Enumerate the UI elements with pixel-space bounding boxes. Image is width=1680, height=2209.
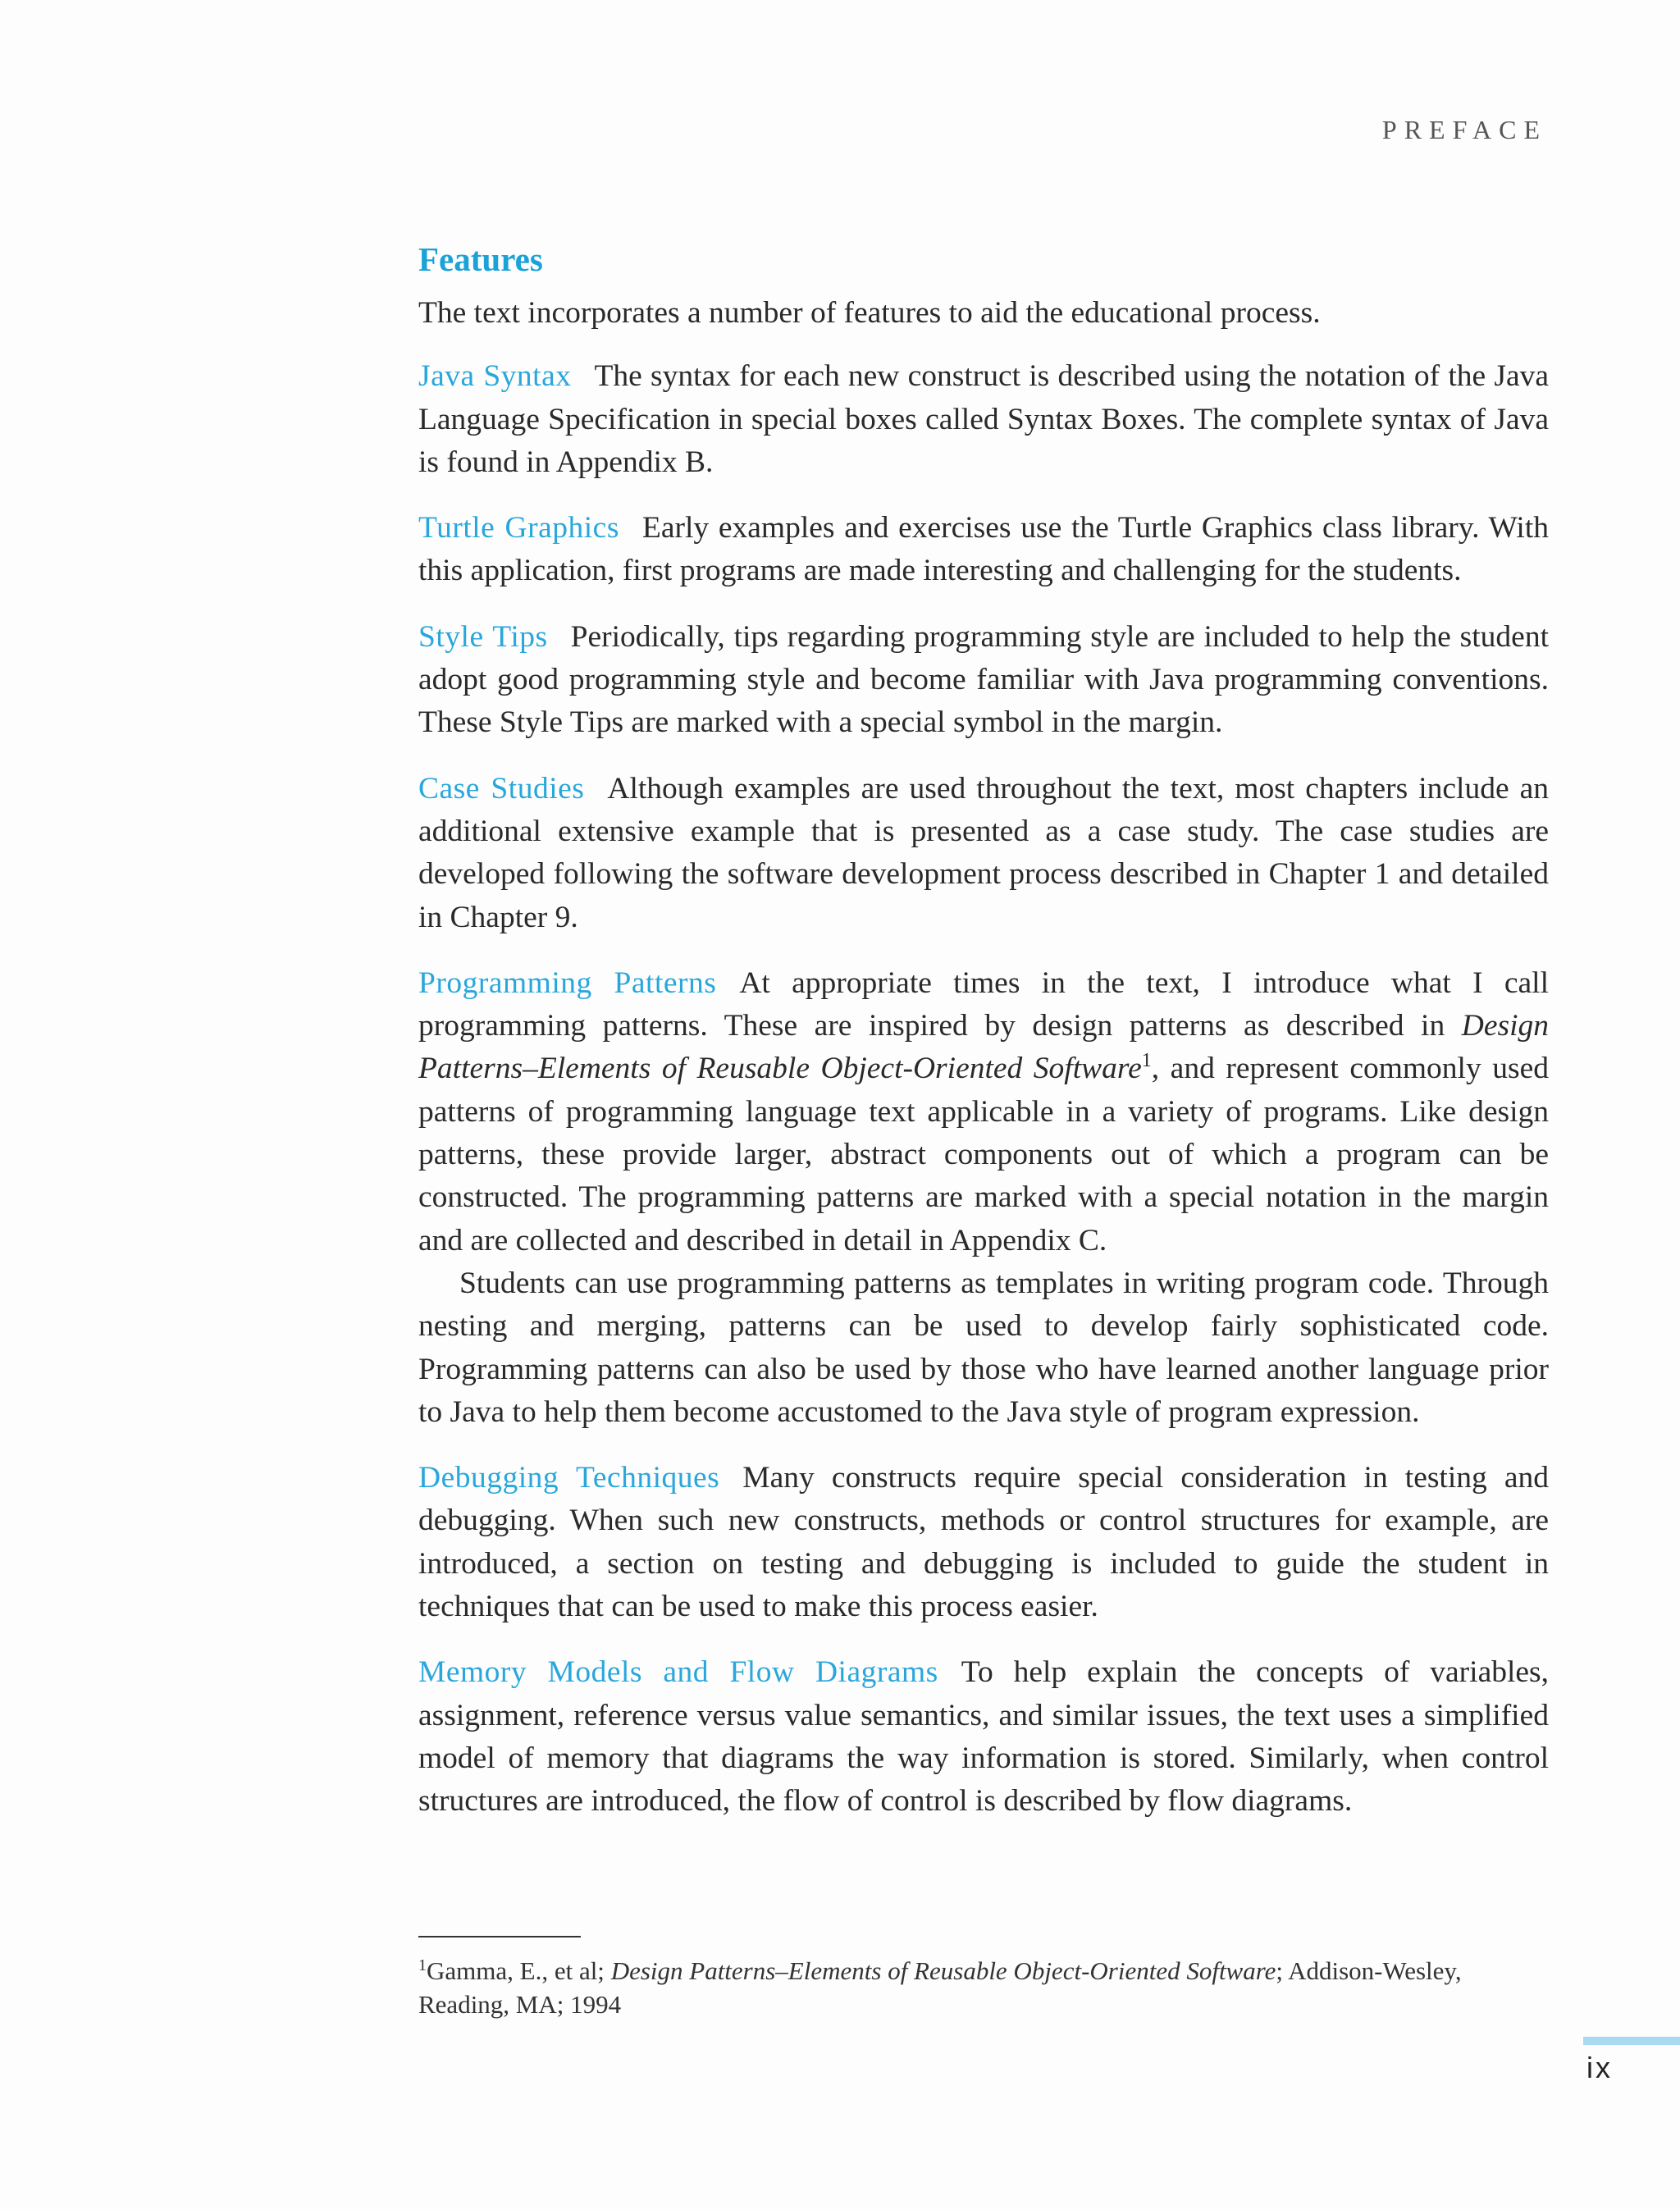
running-head: PREFACE	[1381, 115, 1547, 144]
page-number: ix	[1586, 2051, 1613, 2084]
page-body	[418, 236, 1549, 1846]
footnote	[418, 1954, 1485, 2021]
footnote-authors: Gamma, E., et al;	[427, 1956, 611, 1985]
feature-text: At appropriate times in the text, I introduce what I call programming patterns. These are inspired by design patterns as described in	[418, 965, 1549, 1043]
footnote-ref: 1	[1141, 1050, 1152, 1072]
feature-text: Periodically, tips regarding programming style are included to help the student adopt good programming style and become familiar with Java programming conventions. These Style Tips are marked with a special symbol in the margin.	[418, 619, 1549, 740]
footnote-number: 1	[418, 1956, 427, 1974]
feature-term: Case Studies	[418, 771, 585, 806]
feature-term: Memory Models and Flow Diagrams	[418, 1655, 938, 1690]
feature-text: To help explain the concepts of variables, assignment, reference versus value semantics, and similar issues, the text uses a simplified model of memory that diagrams the way information is stored. Similarly, when control structures are introduced, the flow of control is described by flow diagrams.	[418, 1655, 1549, 1819]
book-title: Design Patterns–Elements of Reusable Object-Oriented Software	[418, 1009, 1549, 1086]
feature-java-syntax	[418, 355, 1549, 484]
feature-case-studies	[418, 768, 1549, 939]
feature-term: Turtle Graphics	[418, 511, 619, 545]
section-intro: The text incorporates a number of features to aid the educational process.	[418, 296, 1321, 330]
feature-turtle-graphics	[418, 507, 1549, 593]
feature-style-tips	[418, 616, 1549, 745]
footnote-publisher: ; Addison-Wesley, Reading, MA; 1994	[418, 1956, 1462, 2019]
feature-text: Many constructs require special consideration in testing and debugging. When such new constructs, methods or control structures for example, are introduced, a section on testing and debugging is included to guide the student in techniques that can be used to make this process easier.	[418, 1461, 1549, 1624]
feature-term: Programming Patterns	[418, 965, 717, 1000]
feature-programming-patterns	[418, 962, 1549, 1262]
feature-text: The syntax for each new construct is described using the notation of the Java Language Specification in special boxes called Syntax Boxes. The complete syntax of Java is found in Appendix B.	[418, 359, 1549, 479]
feature-text: Although examples are used throughout the text, most chapters include an additional extensive example that is presented as a case study. The case studies are developed following the software development process described in Chapter 1 and detailed in Chapter 9.	[418, 771, 1549, 934]
page-tab-accent	[1583, 2037, 1680, 2045]
feature-term: Debugging Techniques	[418, 1461, 720, 1495]
section-title: Features	[418, 240, 543, 278]
feature-memory-models	[418, 1651, 1549, 1823]
footnote-divider	[418, 1936, 581, 1937]
feature-text: , and represent commonly used patterns of programming language text applicable in a variety of programs. Like design patterns, these provide larger, abstract components out of which a program can be constructed. The programming patterns are marked with a special notation in the margin and are collected and described in detail in Appendix C.	[418, 1052, 1549, 1257]
feature-text: Early examples and exercises use the Turtle Graphics class library. With this application, first programs are made interesting and challenging for the students.	[418, 511, 1550, 588]
feature-term: Java Syntax	[418, 359, 572, 394]
patterns-continuation: Students can use programming patterns as templates in writing program code. Through nesting and merging, patterns can be used to develop fairly sophisticated code. Programming patterns can also be used by those who have learned another language prior to Java to help them become accustomed to the Java style of program expression.	[418, 1266, 1549, 1429]
footnote-title: Design Patterns–Elements of Reusable Object-Oriented Software	[610, 1956, 1276, 1985]
feature-term: Style Tips	[418, 619, 548, 654]
feature-debugging-techniques	[418, 1457, 1549, 1628]
